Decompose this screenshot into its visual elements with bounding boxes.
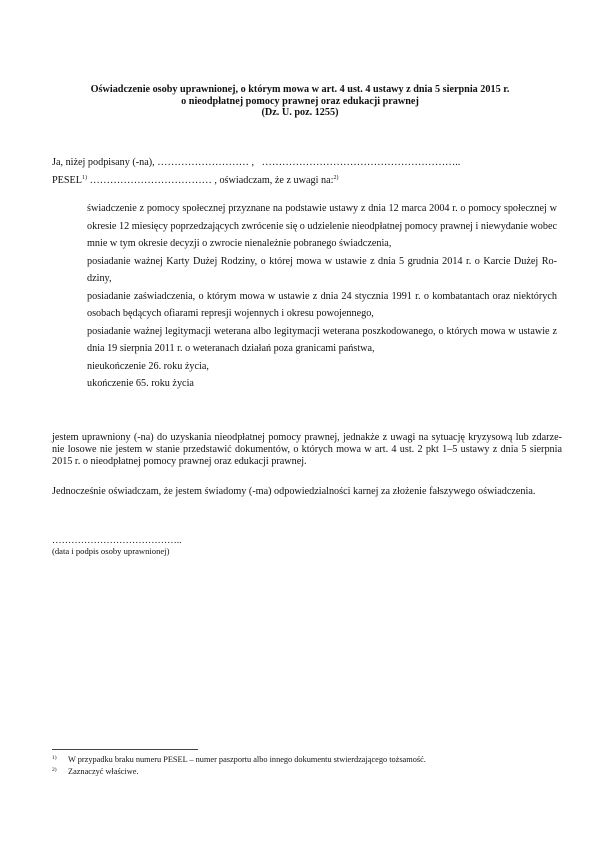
ground-under-26[interactable]: nieukończenie 26. roku życia,: [87, 360, 209, 372]
entitlement-statement: jestem uprawniony (-na) do uzyskania nieodpłatnej pomocy prawnej, jednakże z uwagi na sytuację kryzysową lub zdarze-nie losowe nie jestem w stanie przedstawić dokumentów, o których mowa w art. 4 ust. 2 pkt 1–5 ustawy z dnia 5 sierpnia 2015 r. o nieodpłatnej pomocy prawnej oraz edukacji prawnej.: [52, 432, 562, 467]
pesel-label: PESEL: [52, 175, 83, 186]
footnote-2-number: 2): [52, 767, 57, 773]
ground-over-65[interactable]: ukończenie 65. roku życia: [87, 378, 194, 389]
pesel-field[interactable]: ………………………………: [89, 175, 212, 186]
title-line-2: o nieodpłatnej pomocy prawnej oraz edukacji prawnej: [181, 95, 419, 107]
signature-field[interactable]: …………………………………..: [52, 535, 182, 546]
ground-social-assistance[interactable]: świadczenie z pomocy społecznej przyznane na podstawie ustawy z dnia 12 marca 2004 r. o pomocy społecznej w okresie 12 miesięcy poprzedzających zwrócenie się o udzielenie nieodpłatnej pomocy prawnej i niewydanie wobec mnie w tym okresie decyzji o zwrocie nienależnie pobranego świadczenia,: [87, 203, 557, 249]
declare-text: , oświadczam, że z uwagi na:: [214, 175, 334, 186]
footnote-2-text: Zaznaczyć właściwe.: [68, 767, 139, 776]
liability-statement: Jednocześnie oświadczam, że jestem świadomy (-ma) odpowiedzialności karnej za złożenie fałszywego oświadczenia.: [52, 486, 536, 497]
ground-large-family-card[interactable]: posiadanie ważnej Karty Dużej Rodziny, o której mowa w ustawie z dnia 5 grudnia 2014 r. o Karcie Dużej Ro-dziny,: [87, 255, 557, 284]
footnote-1-text: W przypadku braku numeru PESEL – numer paszportu albo innego dokumentu stwierdzającego tożsamość.: [68, 755, 426, 764]
pesel-line: [52, 175, 338, 186]
footnote-divider: [52, 749, 198, 750]
pesel-footnote-ref: 1): [82, 175, 88, 181]
ground-veteran-id[interactable]: posiadanie ważnej legitymacji weterana albo legitymacji weterana poszkodowanego, o których mowa w ustawie z dnia 19 sierpnia 2011 r. o weteranach działań poza granicami państwa,: [87, 325, 557, 354]
declarant-intro: Ja, niżej podpisany (-na),: [52, 157, 155, 168]
grounds-list: [87, 200, 557, 393]
title-line-1: Oświadczenie osoby uprawnionej, o którym mowa w art. 4 ust. 4 ustawy z dnia 5 sierpnia 2015 r.: [90, 84, 510, 95]
document-title: [0, 84, 600, 119]
signature-caption: (data i podpis osoby uprawnionej): [52, 546, 170, 556]
title-line-3: (Dz. U. poz. 1255): [261, 107, 339, 118]
name-field-2[interactable]: …………………………………………………..: [261, 157, 461, 168]
footnote-2: [52, 767, 138, 776]
declare-footnote-ref: 2): [333, 175, 339, 181]
footnote-1-number: 1): [52, 755, 57, 761]
ground-combatant-certificate[interactable]: posiadanie zaświadczenia, o którym mowa w ustawie z dnia 24 stycznia 1991 r. o kombatantach oraz niektórych osobach będących ofiarami represji wojennych i okresu powojennego,: [87, 290, 557, 319]
declarant-name-line: [52, 157, 460, 168]
footnote-1: [52, 755, 426, 764]
name-field-1[interactable]: ……………………… ,: [157, 157, 255, 168]
